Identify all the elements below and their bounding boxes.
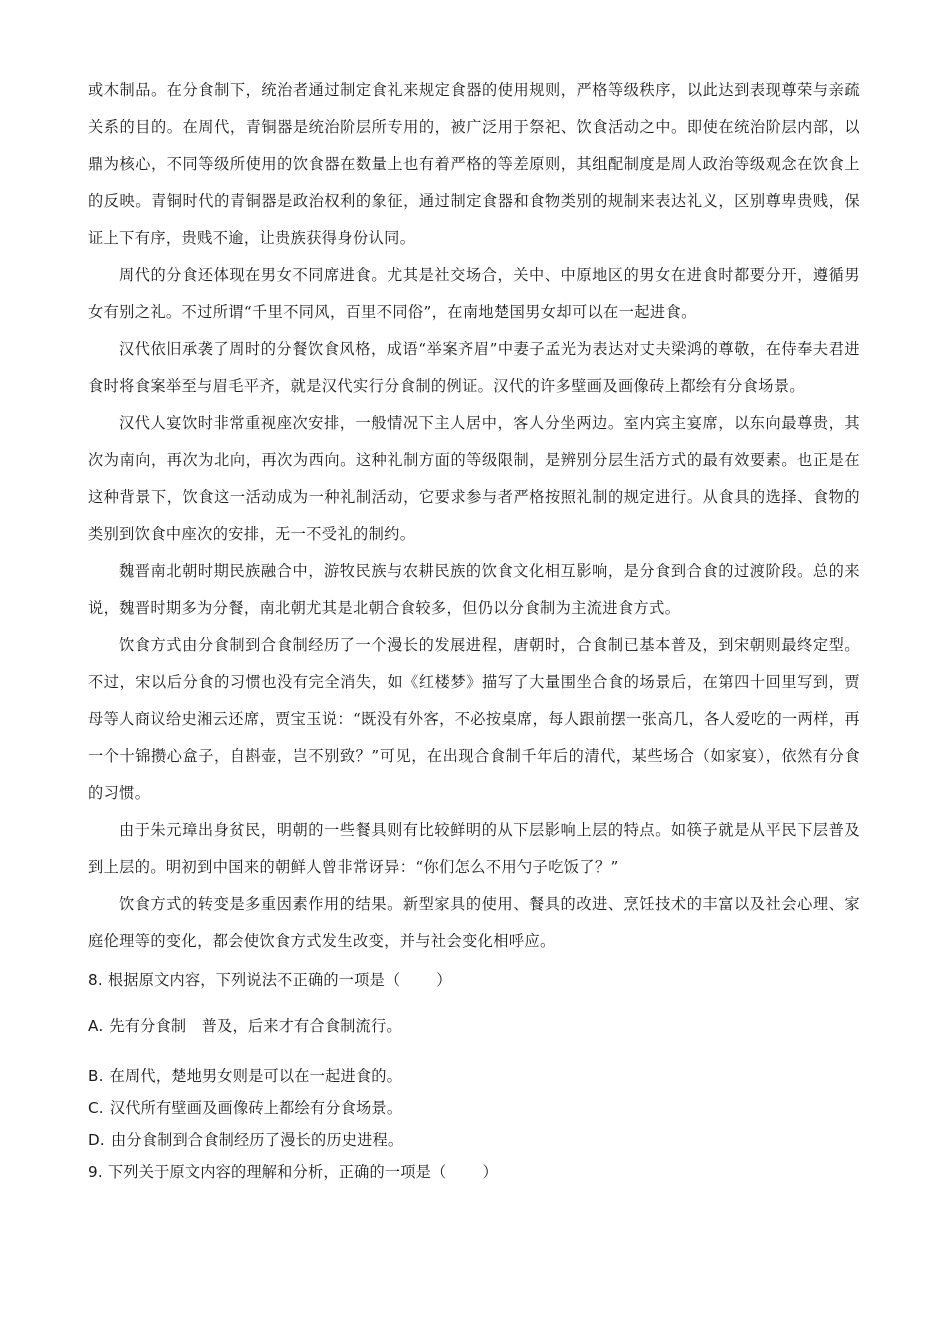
option-b-label: B. [88, 1067, 104, 1085]
paragraph-1: 或木制品。在分食制下，统治者通过制定食礼来规定食器的使用规则，严格等级秩序，以此达到表现尊荣与亲疏关系的目的。在周代，青铜器是统治阶层所专用的，被广泛用于祭祀、饮食活动之中。即使在统治阶层内部，以鼎为核心，不同等级所使用的饮食器在数量上也有着严格的等差原则，其组配制度是周人政治等级观念在饮食上的反映。青铜时代的青铜器是政治权利的象征，通过制定食器和食物类别的规制来表达礼义，区别尊卑贵贱，保证上下有序，贵贱不逾，让贵族获得身份认同。 [88, 81, 860, 247]
option-a-text: 先有分食制 普及，后来才有合食制流行。 [109, 1017, 402, 1035]
option-a [88, 1010, 860, 1042]
paragraph-7: 由于朱元璋出身贫民，明朝的一些餐具则有比较鲜明的从下层影响上层的特点。如筷子就是从平民下层普及到上层的。明初到中国来的朝鲜人曾非常讶异：“你们怎么不用勺子吃饭了？” [88, 821, 860, 876]
option-d [88, 1124, 860, 1156]
question-8 [88, 964, 860, 1156]
question-9-stem [88, 1156, 860, 1188]
option-a-label: A. [88, 1017, 104, 1035]
question-9 [88, 1156, 860, 1188]
question-8-stem [88, 964, 860, 996]
option-c-text: 汉代所有壁画及画像砖上都绘有分食场景。 [109, 1099, 403, 1117]
question-9-stem-close: ） [482, 1163, 498, 1181]
question-8-stem-close: ） [436, 971, 452, 989]
question-8-stem-text: 8. 根据原文内容，下列说法不正确的一项是（ [88, 971, 401, 989]
option-c-label: C. [88, 1099, 104, 1117]
option-d-label: D. [88, 1131, 105, 1149]
option-c [88, 1092, 860, 1124]
paragraph-3: 汉代依旧承袭了周时的分餐饮食风格，成语“举案齐眉”中妻子孟光为表达对丈夫梁鸿的尊敬，在侍奉夫君进食时将食案举至与眉毛平齐，就是汉代实行分食制的例证。汉代的许多壁画及画像砖上都绘有分食场景。 [88, 340, 860, 395]
question-9-stem-text: 9. 下列关于原文内容的理解和分析，正确的一项是（ [88, 1163, 447, 1181]
paragraph-2: 周代的分食还体现在男女不同席进食。尤其是社交场合，关中、中原地区的男女在进食时都要分开，遵循男女有别之礼。不过所谓“千里不同风，百里不同俗”，在南地楚国男女却可以在一起进食。 [88, 266, 860, 321]
paragraph-6: 饮食方式由分食制到合食制经历了一个漫长的发展进程，唐朝时，合食制已基本普及，到宋朝则最终定型。不过，宋以后分食的习惯也没有完全消失，如《红楼梦》描写了大量围坐合食的场景后，在第四十回里写到，贾母等人商议给史湘云还席，贾宝玉说：“既没有外客，不必按桌席，每人跟前摆一张高几，各人爱吃的一两样，再一个十锦攒心盒子，自斟壶，岂不别致？”可见，在出现合食制千年后的清代，某些场合（如家宴），依然有分食的习惯。 [88, 636, 860, 802]
paragraph-4: 汉代人宴饮时非常重视座次安排，一般情况下主人居中，客人分坐两边。室内宾主宴席，以东向最尊贵，其次为南向，再次为北向，再次为西向。这种礼制方面的等级限制，是辨别分层生活方式的最有效要素。也正是在这种背景下，饮食这一活动成为一种礼制活动，它要求参与者严格按照礼制的规定进行。从食具的选择、食物的类别到饮食中座次的安排，无一不受礼的制约。 [88, 414, 860, 543]
paragraph-5: 魏晋南北朝时期民族融合中，游牧民族与农耕民族的饮食文化相互影响，是分食到合食的过渡阶段。总的来说，魏晋时期多为分餐，南北朝尤其是北朝合食较多，但仍以分食制为主流进食方式。 [88, 562, 860, 617]
paragraph-8: 饮食方式的转变是多重因素作用的结果。新型家具的使用、餐具的改进、烹饪技术的丰富以及社会心理、家庭伦理等的变化，都会使饮食方式发生改变，并与社会变化相呼应。 [88, 895, 860, 950]
option-d-text: 由分食制到合食制经历了漫长的历史进程。 [110, 1131, 404, 1149]
document-page [88, 72, 860, 1188]
option-b-text: 在周代，楚地男女则是可以在一起进食的。 [109, 1067, 403, 1085]
option-b [88, 1060, 860, 1092]
